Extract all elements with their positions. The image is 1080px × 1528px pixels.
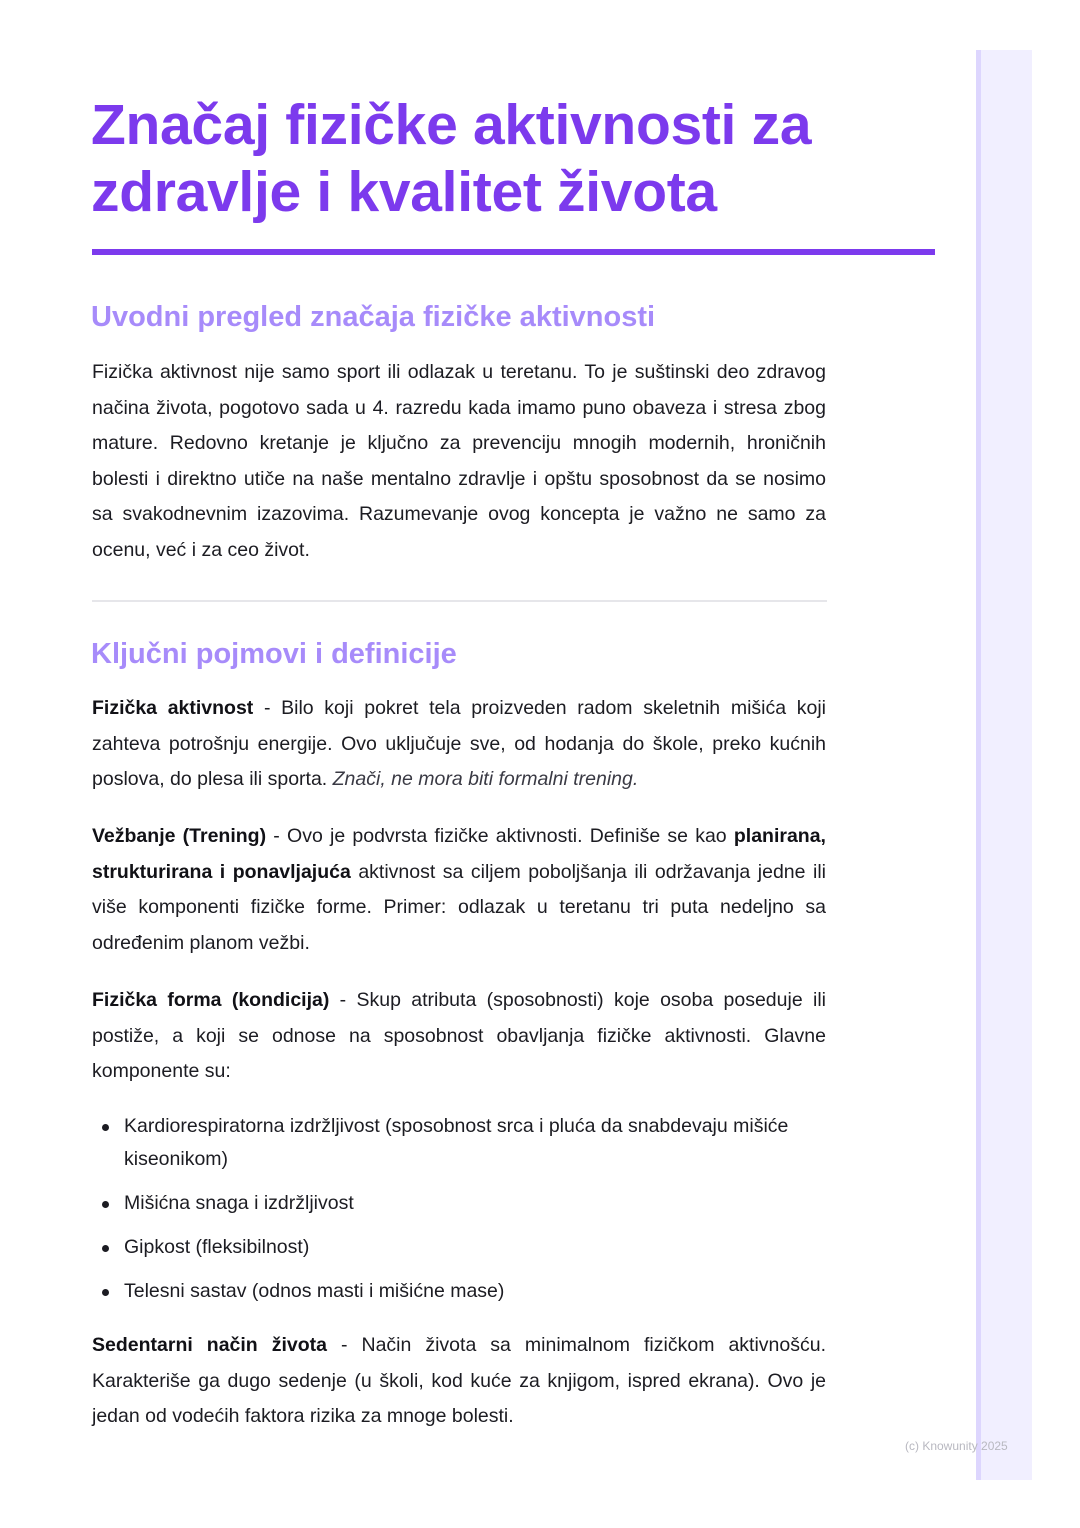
list-item-text: Kardiorespiratorna izdržljivost (sposobnost srca i pluća da snabdevaju mišiće kiseonikom): [124, 1115, 789, 1170]
list-item-text: Mišićna snaga i izdržljivost: [124, 1192, 354, 1214]
definition-fitness: [92, 983, 826, 1090]
section-divider: [92, 600, 827, 602]
copyright-footer: (c) Knowunity 2025: [905, 1439, 1008, 1453]
list-item-text: Gipkost (fleksibilnost): [124, 1236, 310, 1258]
bullet-icon: [102, 1124, 109, 1131]
definition-physical-activity-text: - Bilo koji pokret tela proizveden radom skeletnih mišića koji zahteva potrošnju energije. Ovo uključuje sve, od hodanja do škole, preko kućnih poslova, do plesa ili sporta.: [92, 697, 826, 790]
definition-sedentary-text: - Način života sa minimalnom fizičkom aktivnošću. Karakteriše ga dugo sedenje (u školi, kod kuće za knjigom, ispred ekrana). Ovo je jedan od vodećih faktora rizika za mnoge bolesti.: [92, 1334, 826, 1427]
bullet-icon: [102, 1245, 109, 1252]
term-physical-activity: Fizička aktivnost: [92, 697, 254, 719]
page-title: Značaj fizičke aktivnosti za zdravlje i kvalitet života: [91, 93, 812, 224]
page-side-strip-edge: [976, 50, 981, 1480]
list-item-text: Telesni sastav (odnos masti i mišićne mase): [124, 1280, 505, 1302]
definition-physical-activity-note: Znači, ne mora biti formalni trening.: [332, 768, 639, 790]
concepts-heading: Ključni pojmovi i definicije: [91, 638, 457, 670]
term-fitness: Fizička forma (kondicija): [92, 989, 330, 1011]
list-item: [92, 1275, 826, 1308]
bullet-icon: [102, 1289, 109, 1296]
definition-exercise-text-after: aktivnost sa ciljem poboljšanja ili održavanja jedne ili više komponenti fizičke forme. Primer: odlazak u teretanu tri puta nedeljno sa određenim planom vežbi.: [92, 860, 826, 954]
definition-physical-activity: [92, 691, 826, 798]
definition-exercise-text-before: - Ovo je podvrsta fizičke aktivnosti. Definiše se kao: [266, 825, 734, 847]
list-item: [92, 1110, 826, 1176]
bullet-icon: [102, 1201, 109, 1208]
list-item: [92, 1231, 826, 1264]
page-side-strip: [976, 50, 1032, 1480]
definition-sedentary: [92, 1328, 826, 1435]
definition-exercise-emphasis: planirana, strukturirana i ponavljajuća: [92, 825, 826, 883]
definition-fitness-text: - Skup atributa (sposobnosti) koje osoba poseduje ili postiže, a koji se odnose na sposobnost obavljanja fizičke aktivnosti. Glavne komponente su:: [92, 989, 826, 1082]
term-sedentary: Sedentarni način života: [92, 1334, 327, 1356]
list-item: [92, 1187, 826, 1220]
term-exercise: Vežbanje (Trening): [92, 825, 267, 847]
intro-heading: Uvodni pregled značaja fizičke aktivnosti: [91, 301, 656, 333]
title-underline: [92, 249, 935, 255]
definition-exercise: [92, 819, 826, 961]
fitness-components-list: [92, 1110, 826, 1319]
intro-paragraph: Fizička aktivnost nije samo sport ili odlazak u teretanu. To je suštinski deo zdravog načina života, pogotovo sada u 4. razredu kada imamo puno obaveza i stresa zbog mature. Redovno kretanje je ključno za prevenciju mnogih modernih, hroničnih bolesti i direktno utiče na naše mentalno zdravlje i opštu sposobnost da se nosimo sa svakodnevnim izazovima. Razumevanje ovog koncepta je važno ne samo za ocenu, već i za ceo život.: [92, 361, 826, 561]
